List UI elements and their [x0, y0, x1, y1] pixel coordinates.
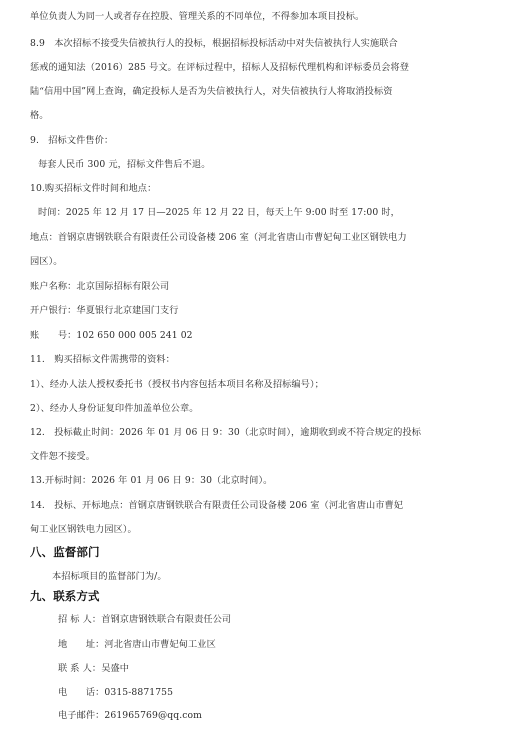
text-line: 账 号：102 650 000 005 241 02: [30, 330, 193, 341]
text-line: 1）、经办人法人授权委托书（授权书内容包括本项目名称及招标编号）；: [30, 379, 324, 390]
text-line: 陆“信用中国”网上查询，确定投标人是否为失信被执行人，对失信被执行人将取消投标资: [30, 86, 393, 97]
contact-line: 电子邮件：261965769@qq.com: [58, 710, 202, 721]
text-line: 文件恕不接受。: [30, 451, 96, 462]
contact-line: 招 标 人：首钢京唐钢铁联合有限责任公司: [58, 614, 232, 625]
text-line: 甸工业区钢铁电力园区）。: [30, 524, 137, 535]
text-line: 本招标项目的监督部门为/。: [52, 571, 167, 582]
section-heading: 九、联系方式: [30, 589, 100, 603]
text-line: 12. 投标截止时间：2026 年 01 月 06 日 9：30（北京时间），逾期收到或不符合规定的投标: [30, 427, 422, 438]
text-line: 8.9 本次招标不接受失信被执行人的投标，根据招标投标活动中对失信被执行人实施联合: [30, 38, 398, 49]
text-line: 2）、经办人身份证复印件加盖单位公章。: [30, 403, 199, 414]
contact-line: 地 址：河北省唐山市曹妃甸工业区: [58, 639, 216, 650]
text-line: 10.购买招标文件时间和地点：: [30, 183, 157, 194]
text-line: 账户名称：北京国际招标有限公司: [30, 281, 170, 292]
text-line: 14. 投标、开标地点：首钢京唐钢铁联合有限责任公司设备楼 206 室（河北省唐山市曹妃: [30, 500, 404, 511]
text-line: 单位负责人为同一人或者存在控股、管理关系的不同单位，不得参加本项目投标。: [30, 11, 365, 22]
text-line: 惩戒的通知法（2016）285 号文。在评标过程中，招标人及招标代理机构和评标委员会将登: [30, 62, 409, 73]
text-line: 园区）。: [30, 256, 63, 267]
text-line: 地点：首钢京唐钢铁联合有限责任公司设备楼 206 室（河北省唐山市曹妃甸工业区钢铁电力: [30, 232, 407, 243]
text-line: 13.开标时间：2026 年 01 月 06 日 9：30（北京时间）。: [30, 475, 273, 486]
contact-line: 电 话：0315-8871755: [58, 687, 174, 698]
text-line: 格。: [30, 110, 49, 121]
text-line: 每套人民币 300 元，招标文件售后不退。: [38, 159, 211, 170]
section-heading: 八、监督部门: [30, 545, 100, 559]
text-line: 时间：2025 年 12 月 17 日—2025 年 12 月 22 日，每天上午 9:00 时至 17:00 时，: [38, 207, 400, 218]
text-line: 开户银行：华夏银行北京建国门支行: [30, 305, 179, 316]
contact-line: 联 系 人：吴盛中: [58, 663, 130, 674]
text-line: 9. 招标文件售价：: [30, 135, 114, 146]
text-line: 11. 购买招标文件需携带的资料：: [30, 354, 175, 365]
